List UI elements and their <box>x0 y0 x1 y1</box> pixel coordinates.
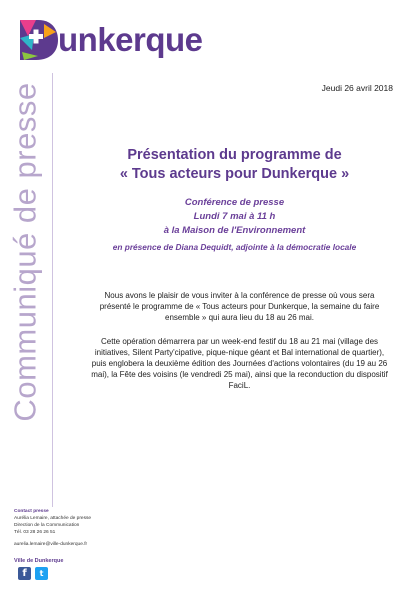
sidebar-divider <box>52 73 53 507</box>
twitter-icon[interactable]: t <box>35 567 48 580</box>
communique-sidebar <box>6 82 46 422</box>
dunkerque-logo <box>14 16 203 62</box>
conference-guest: en présence de Diana Dequidt, adjointe à la démocratie locale <box>112 242 357 252</box>
facebook-icon[interactable]: f <box>18 567 31 580</box>
contact-phone: Tél. 03 28 26 26 51 <box>14 530 56 535</box>
conference-datetime: Lundi 7 mai à 11 h <box>193 211 276 222</box>
contact-label: Contact presse <box>14 509 49 514</box>
release-date: Jeudi 26 avril 2018 <box>321 83 393 93</box>
contact-email[interactable]: aurelia.lemaire@ville-dunkerque.fr <box>14 542 88 547</box>
title-line-2: « Tous acteurs pour Dunkerque » <box>119 166 350 182</box>
body-paragraph-1: Nous avons le plaisir de vous inviter à la conférence de presse où vous sera présenté le programme de « Tous acteurs pour Dunkerque, la semaine du faire ensemble » qui aura lieu du 18 au 26 mai. <box>99 291 380 322</box>
contact-name: Aurélia Lemaire, attachée de presse <box>14 516 92 521</box>
body-paragraph-2: Cette opération démarrera par un week-end festif du 18 au 21 mai (village des initiatives, Silent Party'cipative, pique-nique géant et Bal international de quartier), puis englobera la deuxième édition des Journées d'actions volontaires (du 19 au 26 mai), la Fête des voisins (le vendredi 25 mai), ainsi que la reconduction du dispositif FaciL. <box>91 337 388 390</box>
contact-dept: Direction de la Communication <box>14 523 80 528</box>
page-title <box>70 146 399 184</box>
conference-label: Conférence de presse <box>184 197 285 208</box>
release-body <box>90 290 389 404</box>
conference-location: à la Maison de l'Environnement <box>163 225 306 236</box>
conference-details <box>70 196 399 254</box>
ville-de-dunkerque-label: Ville de Dunkerque <box>14 558 64 564</box>
logo-text: unkerque <box>58 21 203 58</box>
title-line-1: Présentation du programme de <box>127 147 342 163</box>
logo-d-mark-icon <box>14 16 60 62</box>
press-contact <box>14 508 91 548</box>
communique-de-presse-label: Communiqué de presse <box>8 82 43 422</box>
social-links <box>18 567 48 580</box>
